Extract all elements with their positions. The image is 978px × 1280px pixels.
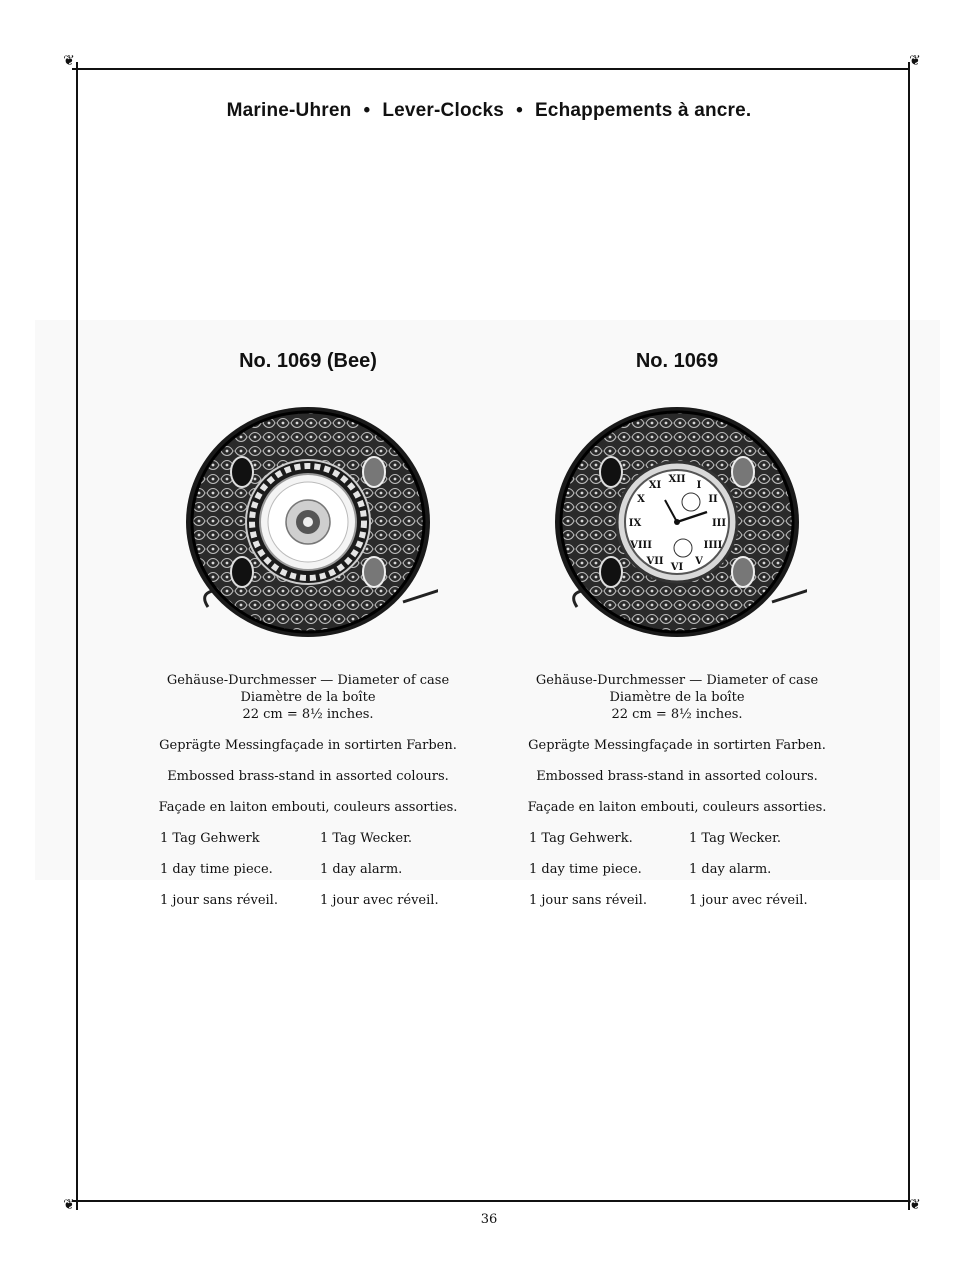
svg-text:IIII: IIII	[703, 540, 723, 551]
corner-ornament-icon: ❦	[909, 53, 921, 69]
description-english: Embossed brass-stand in assorted colours.	[536, 769, 818, 784]
model-number: No. 1069	[635, 350, 719, 372]
svg-text:V: V	[695, 556, 703, 567]
svg-text:IX: IX	[628, 518, 642, 529]
clock-image-roman	[547, 402, 807, 652]
description-french: Façade en laiton embouti, couleurs assorties.	[158, 800, 458, 815]
page-number: 36	[480, 1212, 498, 1227]
frame-bottom-rule	[72, 1200, 910, 1202]
description-german: Geprägte Messingfaçade in sortirten Farben.	[159, 738, 457, 753]
svg-text:VI: VI	[670, 562, 684, 573]
corner-ornament-icon: ❦	[909, 1197, 921, 1213]
movement-option-a: 1 Tag Gehwerk	[160, 831, 260, 846]
diameter-note	[517, 672, 837, 723]
diameter-line-3: 22 cm = 8½ inches.	[611, 707, 743, 722]
svg-text:X: X	[637, 494, 645, 505]
diameter-note	[148, 672, 468, 723]
product-card-1069-bee	[148, 350, 468, 909]
movement-row-french	[517, 892, 837, 909]
corner-ornament-icon: ❦	[63, 1197, 75, 1213]
movement-option-a: 1 Tag Gehwerk.	[529, 831, 633, 846]
frame-right-rule	[908, 62, 910, 1210]
movement-option-b: 1 day alarm.	[320, 862, 403, 877]
movement-row-german	[148, 830, 468, 847]
movement-row-german	[517, 830, 837, 847]
svg-text:VII: VII	[646, 556, 664, 567]
movement-option-a: 1 day time piece.	[529, 862, 642, 877]
movement-option-b: 1 Tag Wecker.	[689, 831, 782, 846]
title-german: Marine-Uhren	[226, 100, 352, 121]
diameter-line-3: 22 cm = 8½ inches.	[242, 707, 374, 722]
movement-option-a: 1 day time piece.	[160, 862, 273, 877]
movement-option-b: 1 jour avec réveil.	[689, 893, 808, 908]
movement-option-a: 1 jour sans réveil.	[160, 893, 278, 908]
title-separator: •	[516, 100, 523, 121]
model-number: No. 1069 (Bee)	[239, 350, 377, 372]
svg-text:II: II	[708, 494, 718, 505]
movement-option-a: 1 jour sans réveil.	[529, 893, 647, 908]
title-separator: •	[363, 100, 371, 121]
diameter-line-1: Gehäuse-Durchmesser — Diameter of case	[166, 673, 450, 688]
diameter-line-2: Diamètre de la boîte	[609, 690, 745, 705]
page-title	[0, 100, 978, 122]
movement-option-b: 1 Tag Wecker.	[320, 831, 413, 846]
description-german: Geprägte Messingfaçade in sortirten Farben.	[528, 738, 826, 753]
diameter-line-2: Diamètre de la boîte	[240, 690, 376, 705]
svg-text:I: I	[696, 480, 702, 491]
movement-row-english	[148, 861, 468, 878]
description-english: Embossed brass-stand in assorted colours.	[167, 769, 449, 784]
frame-left-rule	[76, 62, 78, 1210]
description-french: Façade en laiton embouti, couleurs assorties.	[527, 800, 827, 815]
title-english: Lever-Clocks	[382, 100, 505, 121]
movement-row-english	[517, 861, 837, 878]
title-french: Echappements à ancre.	[534, 100, 752, 121]
product-card-1069	[517, 350, 837, 909]
svg-text:XI: XI	[648, 480, 662, 491]
corner-ornament-icon: ❦	[63, 53, 75, 69]
frame-top-rule	[72, 68, 910, 70]
svg-text:XII: XII	[668, 474, 686, 485]
clock-image-bee	[178, 402, 438, 652]
movement-option-b: 1 jour avec réveil.	[320, 893, 439, 908]
svg-text:VIII: VIII	[630, 540, 652, 551]
movement-row-french	[148, 892, 468, 909]
movement-option-b: 1 day alarm.	[689, 862, 772, 877]
svg-text:III: III	[711, 518, 727, 529]
diameter-line-1: Gehäuse-Durchmesser — Diameter of case	[535, 673, 819, 688]
